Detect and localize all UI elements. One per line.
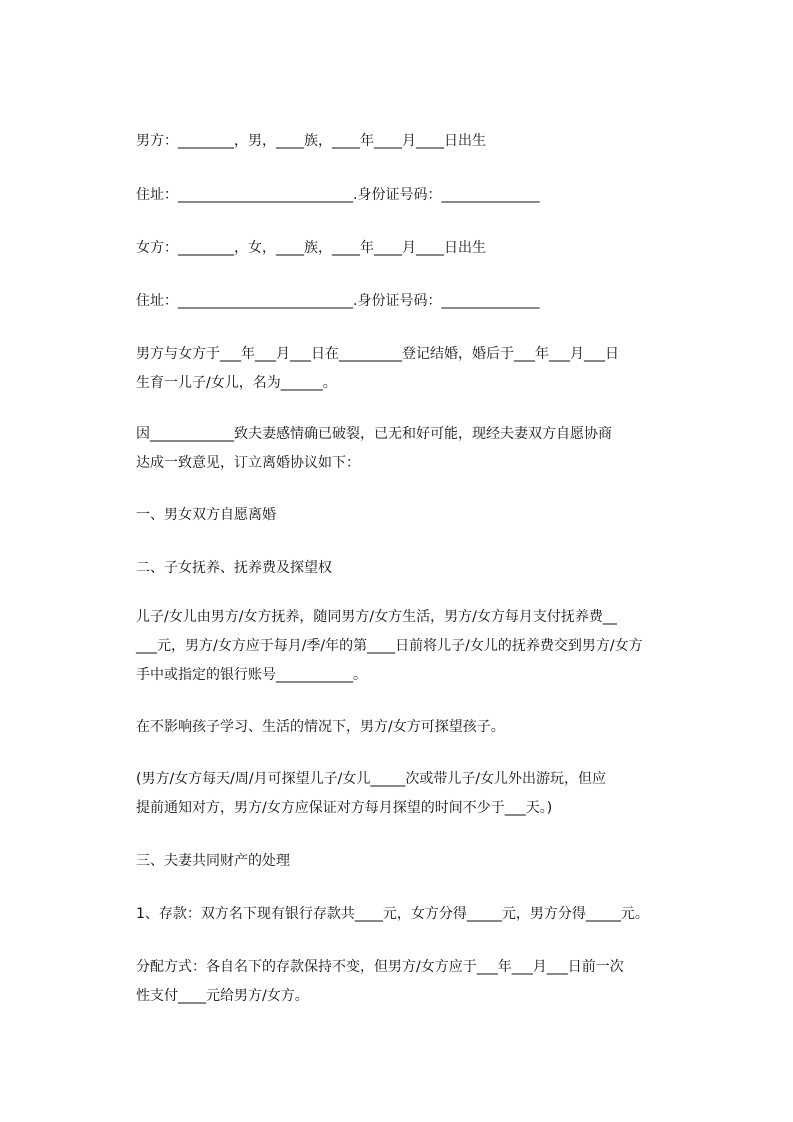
child-custody-paragraph <box>136 603 710 690</box>
section-heading-2: 二、子女抚养、抚养费及探望权 <box>136 560 332 576</box>
paragraph-line: 男方与女方于___年___月___日在_________登记结婚，婚后于___年___月___日 <box>136 346 619 362</box>
male-party-info: 男方：________，男，____族，____年____月____日出生 <box>136 133 486 149</box>
section-heading-3: 三、夫妻共同财产的处理 <box>136 853 290 869</box>
paragraph-line: 性支付____元给男方/女方。 <box>136 988 309 1004</box>
paragraph-line: 生育一儿子/女儿，名为______。 <box>136 375 337 391</box>
paragraph-line: (男方/女方每天/周/月可探望儿子/女儿_____次或带儿子/女儿外出游玩，但应 <box>136 771 607 787</box>
paragraph-line: 分配方式：各自名下的存款保持不变，但男方/女方应于___年___月___日前一次 <box>136 959 624 975</box>
divorce-reason-paragraph <box>136 420 710 478</box>
paragraph-line: 手中或指定的银行账号___________。 <box>136 667 367 683</box>
marriage-registration-paragraph <box>136 340 710 398</box>
female-address-id: 住址：_________________________.身份证号码：______________ <box>136 293 540 309</box>
section-heading-1: 一、男女双方自愿离婚 <box>136 507 276 523</box>
distribution-method-paragraph <box>136 953 710 1011</box>
savings-division: 1、存款：双方名下现有银行存款共____元，女方分得_____元，男方分得_____元。 <box>136 906 649 922</box>
paragraph-line: 儿子/女儿由男方/女方抚养，随同男方/女方生活，男方/女方每月支付抚养费__ <box>136 609 617 625</box>
female-party-info: 女方：________，女，____族，____年____月____日出生 <box>136 240 486 256</box>
paragraph-line: 达成一致意见，订立离婚协议如下： <box>136 455 360 471</box>
paragraph-line: ___元，男方/女方应于每月/季/年的第____日前将儿子/女儿的抚养费交到男方/女方 <box>136 638 643 654</box>
male-address-id: 住址：_________________________.身份证号码：______________ <box>136 187 540 203</box>
paragraph-line: 因____________致夫妻感情确已破裂，已无和好可能，现经夫妻双方自愿协商 <box>136 426 612 442</box>
visitation-terms-paragraph <box>136 765 710 823</box>
paragraph-line: 提前通知对方，男方/女方应保证对方每月探望的时间不少于___天。) <box>136 800 553 816</box>
visitation-statement: 在不影响孩子学习、生活的情况下，男方/女方可探望孩子。 <box>136 719 505 735</box>
